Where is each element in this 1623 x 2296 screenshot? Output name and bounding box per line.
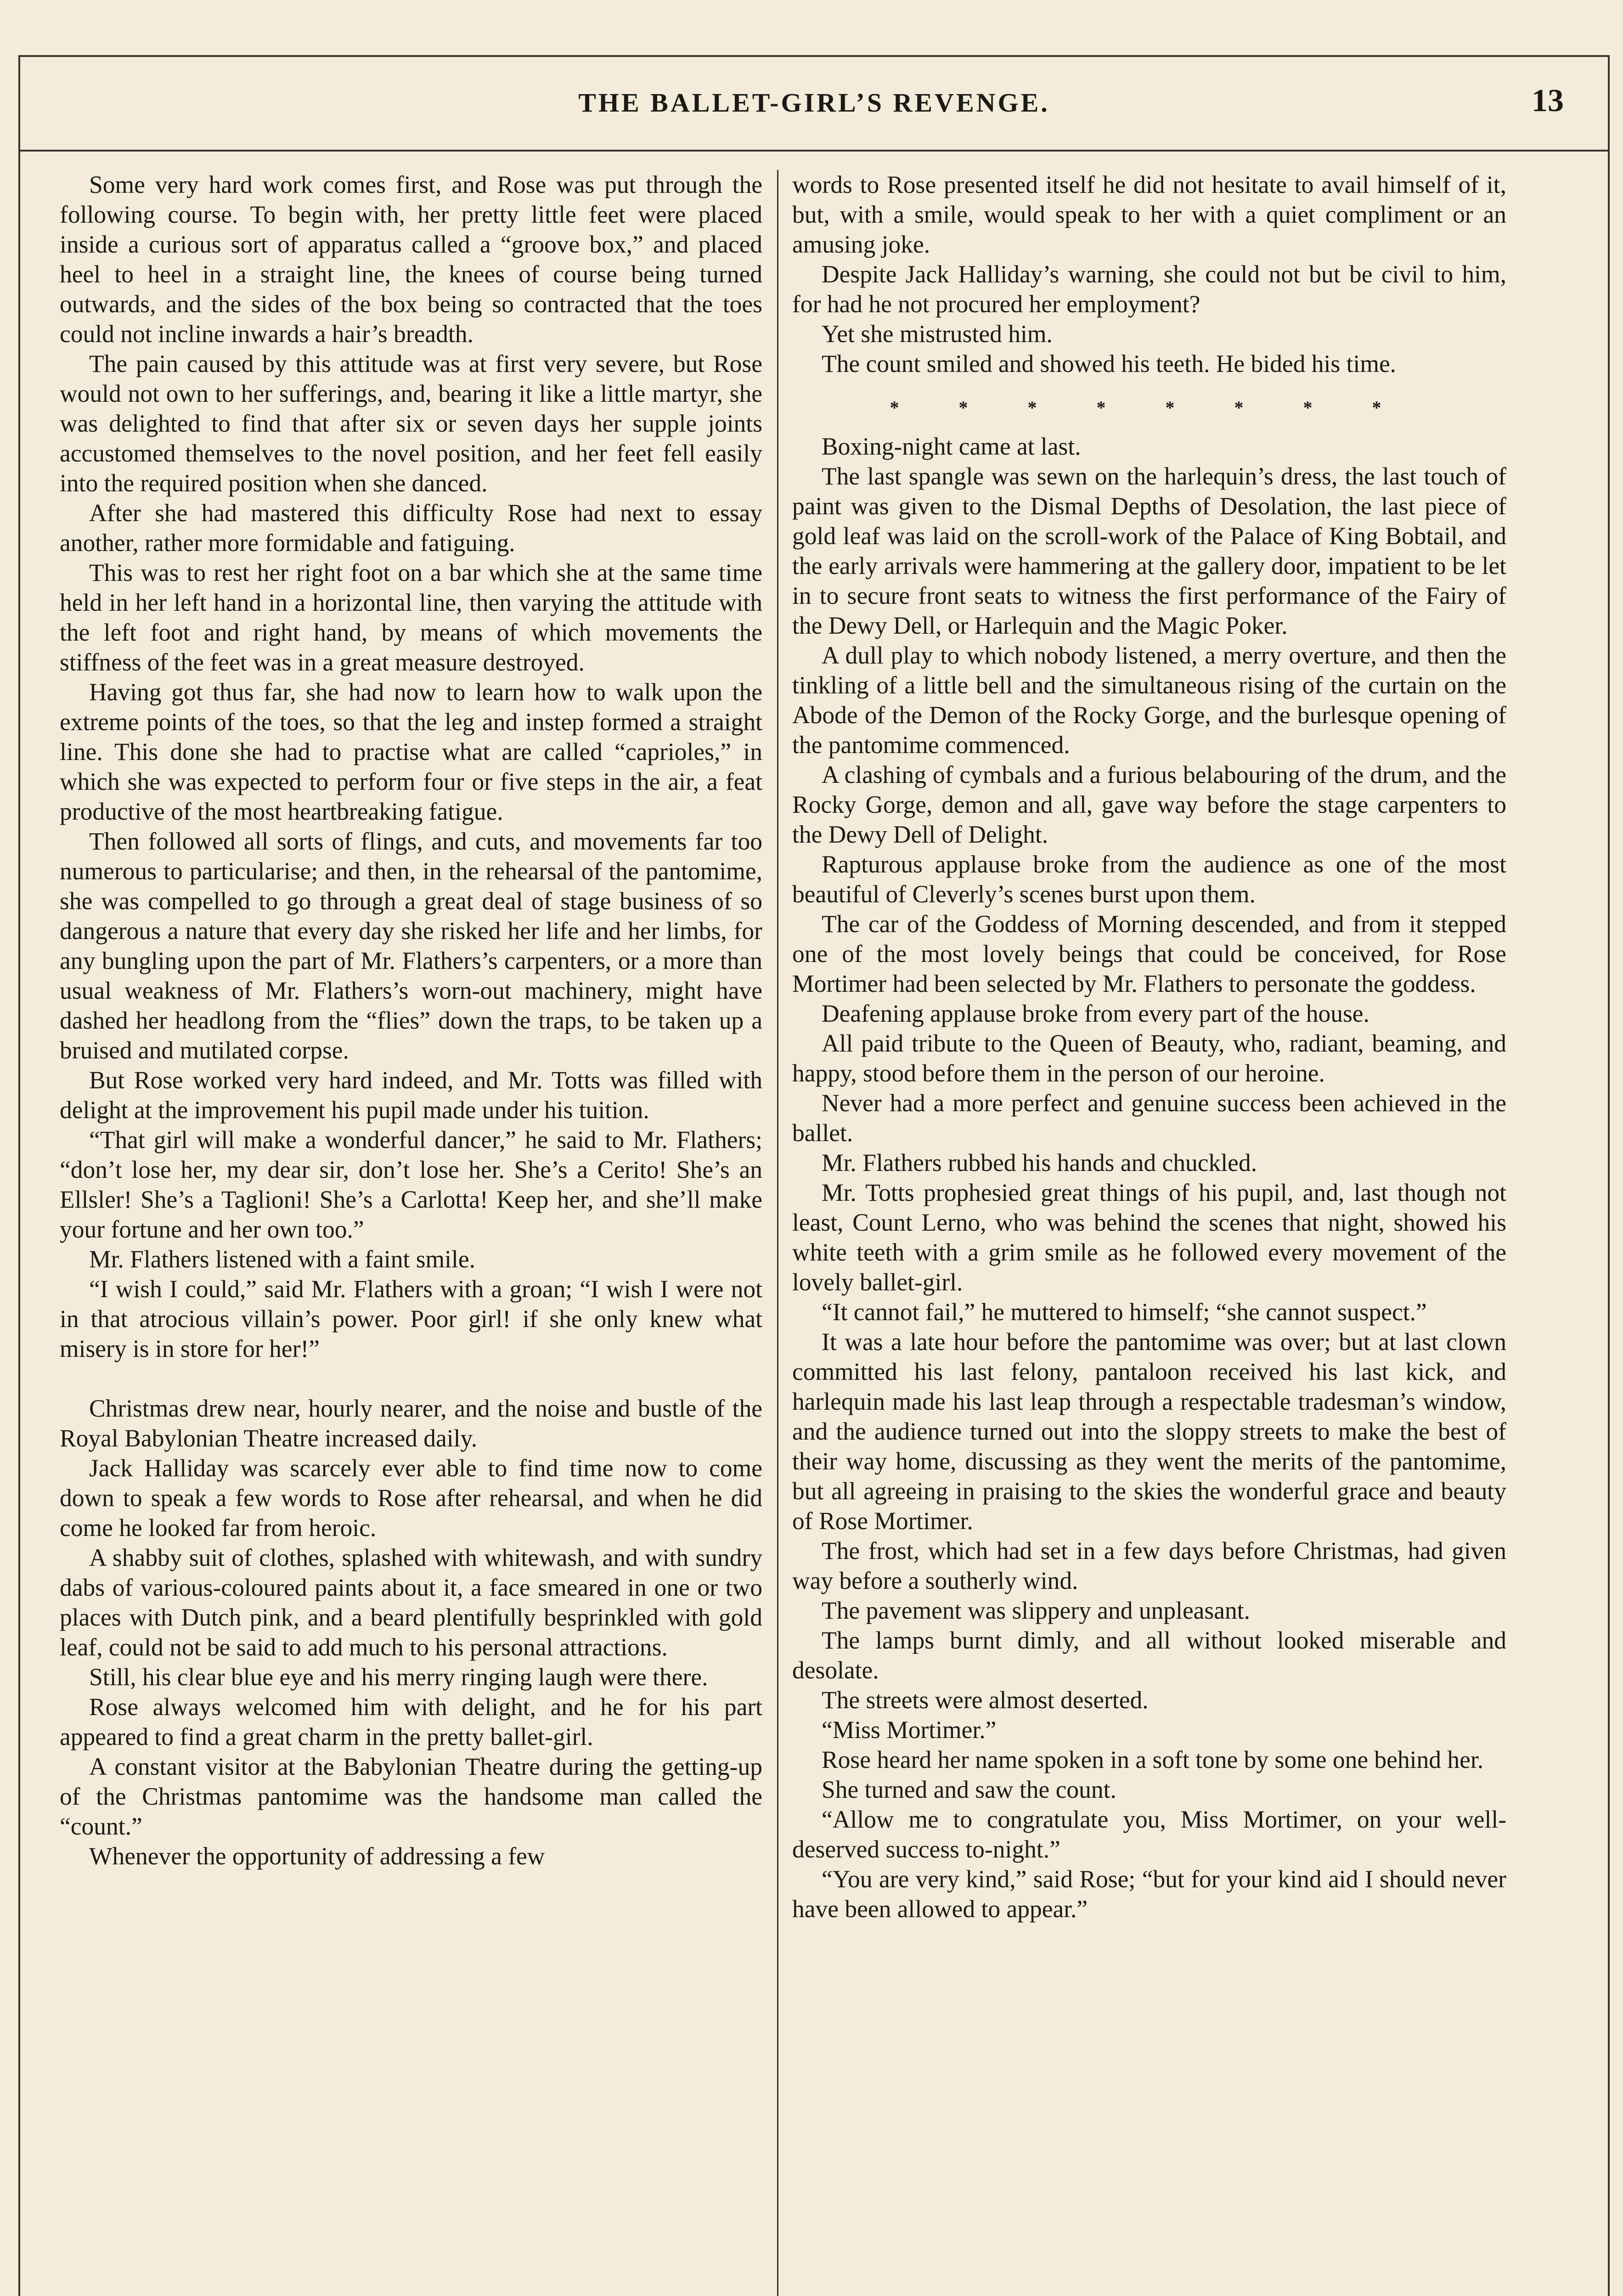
running-title: THE BALLET-GIRL’S REVENGE. [578, 88, 1050, 118]
paragraph: “Miss Mortimer.” [822, 1716, 997, 1744]
paragraph: The pain caused by this attitude was at first very severe, but Rose would not own to her sufferings, and, bearing it like a little martyr, she was delighted to find that after six or seven days her supple joints accustomed themselves to the novel position, and her feet fell easily into the required position when she danced. [60, 350, 762, 497]
paragraph: All paid tribute to the Queen of Beauty, who, radiant, beaming, and happy, stood before them in the person of our heroine. [792, 1030, 1506, 1087]
paragraph: This was to rest her right foot on a bar which she at the same time held in her left hand in a horizontal line, then varying the attitude with the left foot and right hand, by means of which movements the stiffness of the feet was in a great measure destroyed. [60, 559, 762, 676]
paragraph: But Rose worked very hard indeed, and Mr. Totts was filled with delight at the improvement his pupil made under his tuition. [60, 1066, 762, 1124]
paragraph: Christmas drew near, hourly nearer, and the noise and bustle of the Royal Babylonian Theatre increased daily. [60, 1395, 762, 1452]
page-header [18, 55, 1610, 152]
paragraph: The pavement was slippery and unpleasant. [822, 1597, 1250, 1624]
paragraph: Rose always welcomed him with delight, and he for his part appeared to find a great charm in the pretty ballet-girl. [60, 1693, 762, 1750]
paragraph: She turned and saw the count. [822, 1776, 1116, 1803]
paragraph: “You are very kind,” said Rose; “but for your kind aid I should never have been allowed to appear.” [792, 1865, 1506, 1923]
paragraph: The count smiled and showed his teeth. He bided his time. [822, 350, 1397, 377]
paragraph: After she had mastered this difficulty Rose had next to essay another, rather more formidable and fatiguing. [60, 499, 762, 557]
paragraph: Then followed all sorts of flings, and cuts, and movements far too numerous to particularise; and then, in the rehearsal of the pantomime, she was compelled to go through a great deal of stage business of so dangerous a nature that every day she risked her life and her limbs, for any bungling upon the part of Mr. Flathers’s carpenters, or a more than usual weakness of Mr. Flathers’s worn-out machinery, might have dashed her headlong from the “flies” down the traps, to be taken up a bruised and mutilated corpse. [60, 827, 762, 1064]
paragraph: Whenever the opportunity of addressing a few [89, 1842, 545, 1870]
paragraph: Never had a more perfect and genuine success been achieved in the ballet. [792, 1089, 1506, 1147]
paragraph: It was a late hour before the pantomime was over; but at last clown committed his last felony, pantaloon received his last kick, and harlequin made his last leap through a respectable tradesman’s window, and the audience turned out into the sloppy streets to make the best of their way home, discussing as they went the merits of the pantomime, but all agreeing in praising to the skies the wonderful grace and beauty of Rose Mortimer. [792, 1328, 1506, 1535]
paragraph: The frost, which had set in a few days before Christmas, had given way before a southerly wind. [792, 1537, 1506, 1594]
section-separator: * * * * * * * * [890, 397, 1409, 418]
paragraph: Rose heard her name spoken in a soft tone by some one behind her. [822, 1746, 1484, 1773]
paragraph: “It cannot fail,” he muttered to himself; “she cannot suspect.” [822, 1298, 1427, 1326]
paragraph: Rapturous applause broke from the audience as one of the most beautiful of Cleverly’s scenes burst upon them. [792, 850, 1506, 908]
paragraph: Deafening applause broke from every part of the house. [822, 1000, 1369, 1027]
page-number: 13 [1532, 83, 1564, 118]
paragraph: Still, his clear blue eye and his merry ringing laugh were there. [89, 1663, 708, 1691]
paragraph: Mr. Flathers listened with a faint smile. [89, 1245, 476, 1273]
paragraph: Mr. Totts prophesied great things of his pupil, and, last though not least, Count Lerno, who was behind the scenes that night, showed his white teeth with a grim smile as he followed every movement of the lovely ballet-girl. [792, 1179, 1506, 1296]
paragraph: A constant visitor at the Babylonian Theatre during the getting-up of the Christmas pantomime was the handsome man called the “count.” [60, 1753, 762, 1840]
paragraph: The lamps burnt dimly, and all without looked miserable and desolate. [792, 1626, 1506, 1684]
paragraph: The last spangle was sewn on the harlequin’s dress, the last touch of paint was given to the Dismal Depths of Desolation, the last piece of gold leaf was laid on the scroll-work of the Palace of King Bobtail, and the early arrivals were hammering at the gallery door, impatient to be let in to secure front seats to witness the first performance of the Fairy of the Dewy Dell, or Harlequin and the Magic Poker. [792, 462, 1506, 639]
paragraph: Some very hard work comes first, and Rose was put through the following course. To begin with, her pretty little feet were placed inside a curious sort of apparatus called a “groove box,” and placed heel to heel in a straight line, the knees of course being turned outwards, and the sides of the box being so contracted that the toes could not incline inwards a hair’s breadth. [60, 171, 762, 348]
paragraph: Boxing-night came at last. [822, 433, 1081, 460]
paragraph: Having got thus far, she had now to learn how to walk upon the extreme points of the toes, so that the leg and instep formed a straight line. This done she had to practise what are called “caprioles,” in which she was expected to perform four or five steps in the air, a feat productive of the most heartbreaking fatigue. [60, 678, 762, 825]
right-column [792, 170, 1506, 2296]
paragraph: Mr. Flathers rubbed his hands and chuckled. [822, 1149, 1257, 1176]
paragraph: Despite Jack Halliday’s warning, she could not but be civil to him, for had he not procured her employment? [792, 260, 1506, 318]
paragraph: Yet she mistrusted him. [822, 320, 1053, 348]
left-column [60, 170, 762, 2296]
paragraph: “That girl will make a wonderful dancer,” he said to Mr. Flathers; “don’t lose her, my dear sir, don’t lose her. She’s a Cerito! She’s an Ellsler! She’s a Taglioni! She’s a Carlotta! Keep her, and she’ll make your fortune and her own too.” [60, 1126, 762, 1243]
paragraph: Jack Halliday was scarcely ever able to find time now to come down to speak a few words to Rose after rehearsal, and when he did come he looked far from heroic. [60, 1454, 762, 1542]
column-divider [777, 170, 778, 2296]
paragraph: “Allow me to congratulate you, Miss Mortimer, on your well-deserved success to-night.” [792, 1806, 1506, 1863]
paragraph: A clashing of cymbals and a furious belabouring of the drum, and the Rocky Gorge, demon and all, gave way before the stage carpenters to the Dewy Dell of Delight. [792, 761, 1506, 848]
paragraph: A dull play to which nobody listened, a merry overture, and then the tinkling of a little bell and the simultaneous rising of the curtain on the Abode of the Demon of the Rocky Gorge, and the burlesque opening of the pantomime commenced. [792, 642, 1506, 759]
paragraph: The streets were almost deserted. [822, 1686, 1149, 1714]
paragraph: A shabby suit of clothes, splashed with whitewash, and with sundry dabs of various-coloured paints about it, a face smeared in one or two places with Dutch pink, and a beard plentifully besprinkled with gold leaf, could not be said to add much to his personal attractions. [60, 1544, 762, 1661]
paragraph: The car of the Goddess of Morning descended, and from it stepped one of the most lovely beings that could be conceived, for Rose Mortimer had been selected by Mr. Flathers to personate the goddess. [792, 910, 1506, 997]
paragraph: words to Rose presented itself he did not hesitate to avail himself of it, but, with a smile, would speak to her with a quiet compliment or an amusing joke. [792, 171, 1506, 258]
paragraph: “I wish I could,” said Mr. Flathers with a groan; “I wish I were not in that atrocious villain’s power. Poor girl! if she only knew what misery is in store for her!” [60, 1275, 762, 1362]
